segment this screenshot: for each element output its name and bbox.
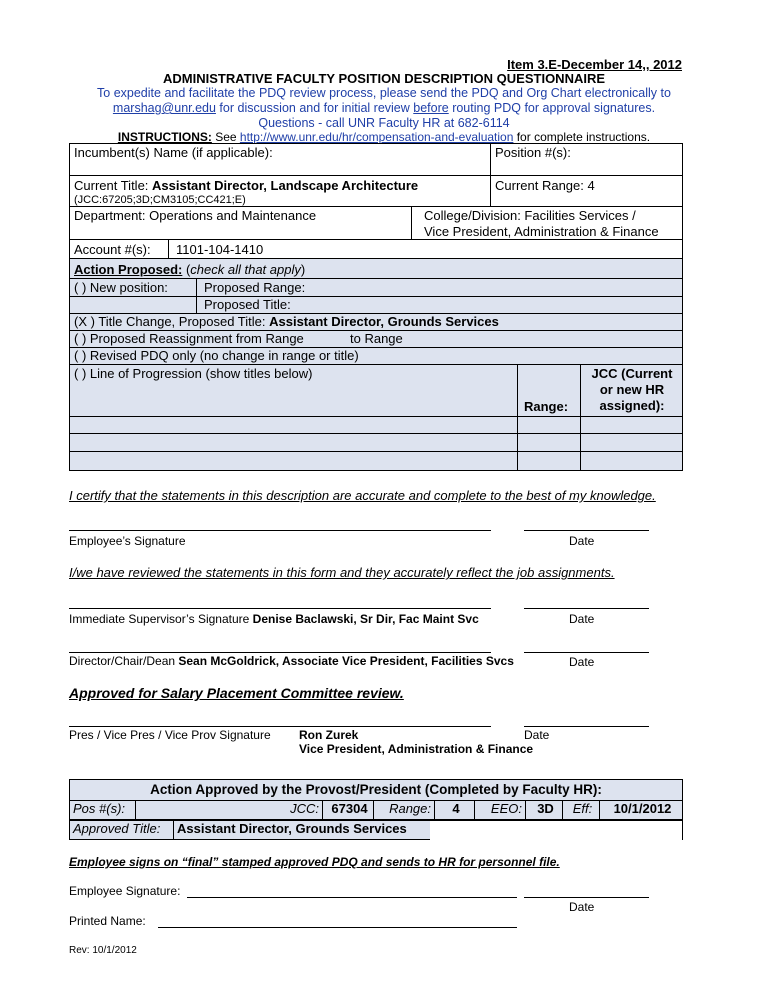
final-note: Employee signs on “final” stamped approved PDQ and sends to HR for personnel file. xyxy=(69,855,560,869)
current-title-cell: Current Title: Assistant Director, Landscape Architecture (JCC:67205;3D;CM3105;CC421;E) xyxy=(69,175,491,207)
eff-label: Eff: xyxy=(572,801,593,816)
pos-label: Pos #(s): xyxy=(73,801,126,816)
eeo-value: 3D xyxy=(525,800,563,820)
current-title-value: Assistant Director, Landscape Architecture xyxy=(152,178,419,193)
action-proposed-label: Action Proposed: (check all that apply) xyxy=(74,262,306,277)
footer-employee-signature-label: Employee Signature: xyxy=(69,884,181,898)
intro-line-3: Questions - call UNR Faculty HR at 682-6114 xyxy=(258,116,510,130)
incumbent-cell[interactable]: Incumbent(s) Name (if applicable): xyxy=(69,143,491,176)
pres-name: Ron Zurek xyxy=(299,728,359,742)
supervisor-signature-label: Immediate Supervisor’s Signature Denise Baclawski, Sr Dir, Fac Maint Svc xyxy=(69,612,479,626)
footer-date-line[interactable] xyxy=(524,897,649,898)
reviewed-statement: I/we have reviewed the statements in this form and they accurately reflect the job assignments. xyxy=(69,565,615,580)
provost-title: Action Approved by the Provost/President (Completed by Faculty HR): xyxy=(150,782,602,797)
revised-pdq-checkbox[interactable]: ( ) Revised PDQ only (no change in range or title) xyxy=(74,348,359,363)
range-header: Range: xyxy=(524,399,569,414)
range-label: Range: xyxy=(389,801,431,816)
form-title: ADMINISTRATIVE FACULTY POSITION DESCRIPTION QUESTIONNAIRE xyxy=(162,71,606,86)
pos-value-cell[interactable] xyxy=(135,800,323,820)
printed-name-line[interactable] xyxy=(158,927,517,928)
supervisor-date-label: Date xyxy=(569,612,595,626)
current-range-cell: Current Range: 4 xyxy=(490,175,683,207)
range-value: 4 xyxy=(434,800,475,820)
approved-title-value: Assistant Director, Grounds Services xyxy=(173,820,431,840)
footer-date-label: Date xyxy=(569,900,595,914)
email-link[interactable]: marshag@unr.edu xyxy=(112,101,216,115)
instructions: INSTRUCTIONS: See http://www.unr.edu/hr/compensation-and-evaluation for complete instructions. xyxy=(117,130,651,144)
position-cell[interactable]: Position #(s): xyxy=(490,143,683,176)
reassignment-checkbox[interactable]: ( ) Proposed Reassignment from Range xyxy=(74,331,304,346)
employee-date-label: Date xyxy=(569,534,595,548)
instructions-link[interactable]: http://www.unr.edu/hr/compensation-and-evaluation xyxy=(239,130,514,144)
revision-date: Rev: 10/1/2012 xyxy=(69,945,137,956)
new-position-checkbox[interactable]: ( ) New position: xyxy=(74,280,168,295)
jcc-label: JCC: xyxy=(290,801,319,816)
intro-line-2: marshag@unr.edu for discussion and for initial review before routing PDQ for approval signatures. xyxy=(112,101,656,115)
proposed-range-label: Proposed Range: xyxy=(204,280,306,295)
item-reference: Item 3.E-December 14,, 2012 xyxy=(507,57,682,72)
line-of-progression-checkbox[interactable]: ( ) Line of Progression (show titles below) xyxy=(74,366,313,381)
jcc-header: JCC (Current or new HR assigned): xyxy=(591,366,673,413)
eff-value: 10/1/2012 xyxy=(599,800,682,820)
title-change-checkbox[interactable]: (X ) Title Change, Proposed Title: Assistant Director, Grounds Services xyxy=(74,314,499,329)
intro-line-1: To expedite and facilitate the PDQ review process, please send the PDQ and Org Chart electronically to xyxy=(97,86,671,100)
approved-title-label: Approved Title: xyxy=(73,821,161,836)
college-cell: College/Division: Facilities Services / Vice President, Administration & Finance xyxy=(411,206,683,240)
account-row: Account #(s): 1101-104-1410 xyxy=(69,239,683,259)
printed-name-label: Printed Name: xyxy=(69,914,146,928)
director-date-label: Date xyxy=(569,655,595,669)
department-cell: Department: Operations and Maintenance xyxy=(69,206,412,240)
proposed-title-label: Proposed Title: xyxy=(204,297,291,312)
reassignment-to-range: to Range xyxy=(350,331,403,346)
account-value[interactable]: 1101-104-1410 xyxy=(176,242,264,257)
certify-statement: I certify that the statements in this description are accurate and complete to the best of my knowledge. xyxy=(69,488,656,503)
employee-signature-label: Employee’s Signature xyxy=(69,534,186,548)
provost-approval-box xyxy=(69,779,683,840)
approved-salary-heading: Approved for Salary Placement Committee review. xyxy=(69,685,404,701)
pres-title: Vice President, Administration & Finance xyxy=(299,742,534,756)
director-signature-label: Director/Chair/Dean Sean McGoldrick, Associate Vice President, Facilities Svcs xyxy=(69,654,514,668)
eeo-label: EEO: xyxy=(490,801,522,816)
jcc-codes: (JCC:67205;3D;CM3105;CC421;E) xyxy=(74,194,246,206)
jcc-value: 67304 xyxy=(322,800,374,820)
footer-employee-signature-line[interactable] xyxy=(187,897,517,898)
pres-date-label: Date xyxy=(524,728,550,742)
pres-signature-label: Pres / Vice Pres / Vice Prov Signature xyxy=(69,728,271,742)
